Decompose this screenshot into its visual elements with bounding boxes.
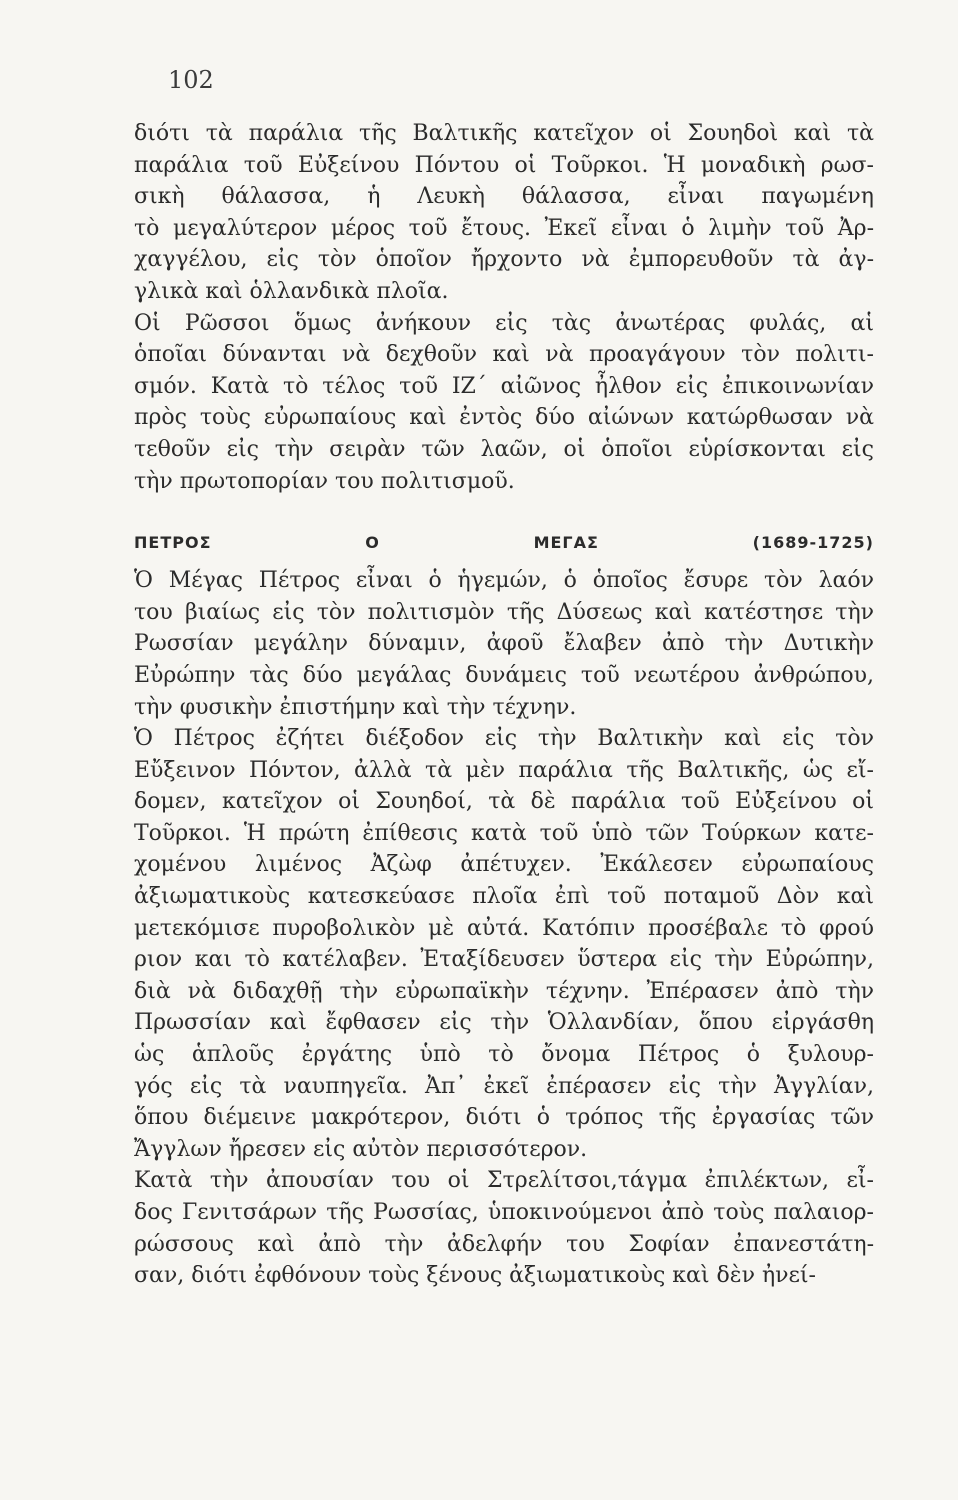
text-line: παράλια τοῦ Εὐξείνου Πόντου οἱ Τοῦρκοι. Ἡ μοναδικὴ ρωσ- — [134, 152, 874, 178]
text-line: Εὔξεινον Πόντον, ἀλλὰ τὰ μὲν παράλια τῆς Βαλτικῆς, ὡς εἴ- — [134, 757, 874, 783]
body-text — [134, 118, 874, 1292]
text-line: Ρωσσίαν μεγάλην δύναμιν, ἀφοῦ ἔλαβεν ἀπὸ τὴν Δυτικὴν — [134, 631, 874, 657]
text-line: ριον και τὸ κατέλαβεν. Ἐταξίδευσεν ὕστερα εἰς τὴν Εὐρώπην, — [134, 947, 874, 973]
text-line: Ὁ Μέγας Πέτρος εἶναι ὁ ἡγεμών, ὁ ὁποῖος ἔσυρε τὸν λαόν — [134, 568, 874, 594]
paragraph-3 — [134, 565, 874, 723]
text-line: ὁποῖαι δύνανται νὰ δεχθοῦν καὶ νὰ προαγάγουν τὸν πολιτι- — [134, 342, 874, 368]
text-line: Οἱ Ρῶσσοι ὅμως ἀνήκουν εἰς τὰς ἀνωτέρας φυλάς, αἱ — [134, 310, 874, 336]
paragraph-4 — [134, 723, 874, 1165]
text-line: τεθοῦν εἰς τὴν σειρὰν τῶν λαῶν, οἱ ὁποῖοι εὑρίσκονται εἰς — [134, 436, 874, 462]
text-line: ὡς ἁπλοῦς ἐργάτης ὑπὸ τὸ ὄνομα Πέτρος ὁ ξυλουρ- — [134, 1042, 874, 1068]
text-line: τὸ μεγαλύτερον μέρος τοῦ ἔτους. Ἐκεῖ εἶναι ὁ λιμὴν τοῦ Ἀρ- — [134, 215, 874, 241]
text-line: Κατὰ τὴν ἀπουσίαν του οἱ Στρελίτσοι,τάγμα ἐπιλέκτων, εἶ- — [134, 1168, 874, 1194]
text-line: διότι τὰ παράλια τῆς Βαλτικῆς κατεῖχον οἱ Σουηδοὶ καὶ τὰ — [134, 121, 874, 146]
text-line: σμόν. Κατὰ τὸ τέλος τοῦ ΙΖ΄ αἰῶνος ἦλθον εἰς ἐπικοινωνίαν — [134, 373, 874, 399]
text-line: Εὐρώπην τὰς δύο μεγάλας δυνάμεις τοῦ νεωτέρου ἀνθρώπου, — [134, 662, 874, 688]
text-line: του βιαίως εἰς τὸν πολιτισμὸν τῆς Δύσεως καὶ κατέστησε τὴν — [134, 599, 874, 625]
text-line: γλικὰ καὶ ὁλλανδικὰ πλοῖα. — [134, 278, 449, 304]
text-line: δος Γενιτσάρων τῆς Ρωσσίας, ὑποκινούμενοι ἀπὸ τοὺς παλαιορ- — [134, 1200, 874, 1225]
text-line: σικὴ θάλασσα, ἡ Λευκὴ θάλασσα, εἶναι παγωμένη — [134, 184, 874, 210]
text-line: χαγγέλου, εἰς τὸν ὁποῖον ἤρχοντο νὰ ἐμπορευθοῦν τὰ ἀγ- — [134, 247, 874, 273]
text-line: Τοῦρκοι. Ἡ πρώτη ἐπίθεσις κατὰ τοῦ ὑπὸ τῶν Τούρκων κατε- — [134, 820, 874, 846]
text-line: σαν, διότι ἐφθόνουν τοὺς ξένους ἀξιωματικοὺς καὶ δὲν ἠνεί- — [134, 1263, 816, 1289]
text-line: ρώσσους καὶ ἀπὸ τὴν ἀδελφήν του Σοφίαν ἐπανεστάτη- — [134, 1231, 874, 1257]
text-line: χομένου λιμένος Ἀζὼφ ἀπέτυχεν. Ἐκάλεσεν εὐρωπαίους — [134, 852, 874, 878]
text-line: Ὁ Πέτρος ἐζήτει διέξοδον εἰς τὴν Βαλτικὴν καὶ εἰς τὸν — [134, 726, 874, 752]
text-line: δομεν, κατεῖχον οἱ Σουηδοί, τὰ δὲ παράλια τοῦ Εὐξείνου οἱ — [134, 789, 874, 815]
text-line: ἀξιωματικοὺς κατεσκεύασε πλοῖα ἐπὶ τοῦ ποταμοῦ Δὸν καὶ — [134, 884, 874, 910]
text-line: Πρωσσίαν καὶ ἔφθασεν εἰς τὴν Ὁλλανδίαν, ὅπου εἰργάσθη — [134, 1010, 874, 1036]
paragraph-2 — [134, 308, 874, 498]
text-line: τὴν φυσικὴν ἐπιστήμην καὶ τὴν τέχνην. — [134, 694, 577, 720]
text-line: διὰ νὰ διδαχθῇ τὴν εὐρωπαϊκὴν τέχνην. Ἐπέρασεν ἀπὸ τὴν — [134, 978, 874, 1004]
text-line: ὅπου διέμεινε μακρότερον, διότι ὁ τρόπος τῆς ἐργασίας τῶν — [134, 1105, 874, 1131]
text-line: πρὸς τοὺς εὐρωπαίους καὶ ἐντὸς δύο αἰώνων κατώρθωσαν νὰ — [134, 405, 874, 431]
text-line: τὴν πρωτοπορίαν του πολιτισμοῦ. — [134, 468, 515, 494]
paragraph-1 — [134, 118, 874, 308]
text-line: μετεκόμισε πυροβολικὸν μὲ αὐτά. Κατόπιν προσέβαλε τὸ φρού — [134, 915, 874, 941]
section-heading: ΠΕΤΡΟΣ Ο ΜΕΓΑΣ (1689-1725) — [134, 533, 874, 553]
text-line: γός εἰς τὰ ναυπηγεῖα. Ἀπ᾽ ἐκεῖ ἐπέρασεν εἰς τὴν Ἀγγλίαν, — [134, 1073, 874, 1099]
paragraph-5 — [134, 1165, 874, 1291]
page-number: 102 — [168, 66, 214, 94]
text-line: Ἄγγλων ἤρεσεν εἰς αὐτὸν περισσότερον. — [134, 1136, 588, 1162]
